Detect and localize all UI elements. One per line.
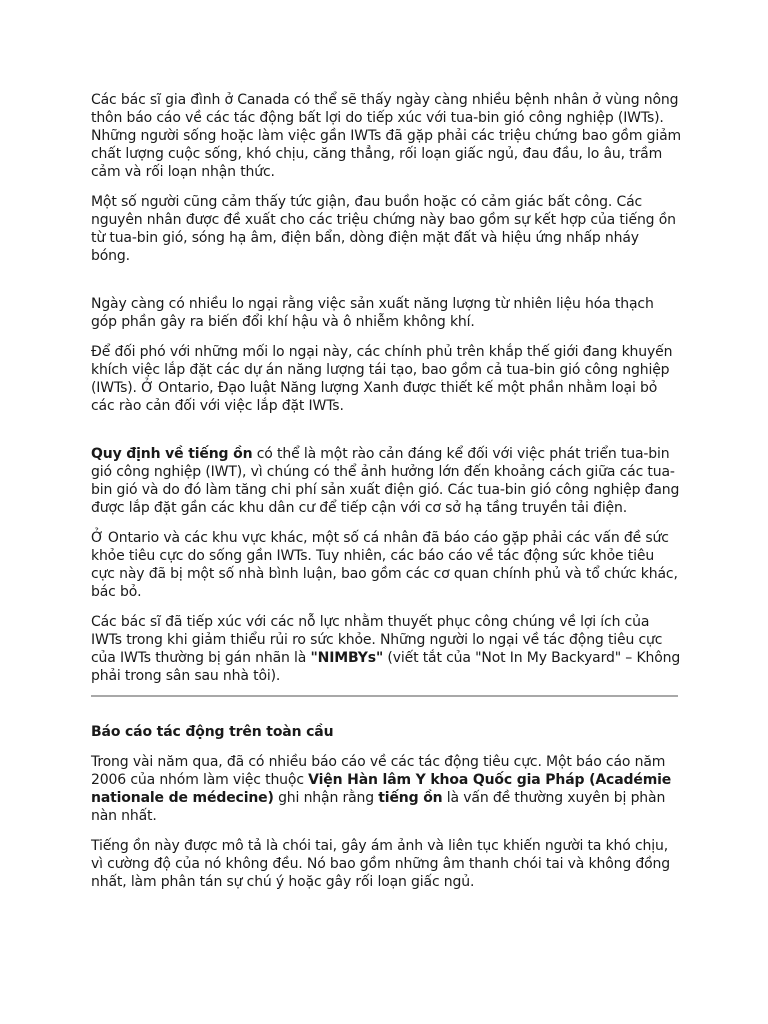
paragraph-french-academy — [91, 753, 681, 825]
nimbys-text-b: (viết tắt của "Not In My Backyard" – Không phải trong sân sau nhà tôi). — [91, 650, 681, 684]
paragraph-noise-regulation — [91, 445, 681, 517]
noise-term: tiếng ồn — [378, 790, 443, 806]
nimbys-text-a: Các bác sĩ đã tiếp xúc với các nỗ lực nhằm thuyết phục công chúng về lợi ích của IWTs trong khi giảm thiểu rủi ro sức khỏe. Những người lo ngại về tác động tiêu cực của IWTs thường bị gán nhãn là — [91, 614, 663, 666]
paragraph-symptoms-causes: Một số người cũng cảm thấy tức giận, đau buồn hoặc có cảm giác bất công. Các nguyên nhân được đề xuất cho các triệu chứng này bao gồm sự kết hợp của tiếng ồn từ tua-bin gió, sóng hạ âm, điện bẩn, dòng điện mặt đất và hiệu ứng nhấp nháy bóng. — [91, 194, 676, 264]
paragraph-rural-patients: Các bác sĩ gia đình ở Canada có thể sẽ thấy ngày càng nhiều bệnh nhân ở vùng nông thôn báo cáo về các tác động bất lợi do tiếp xúc với tua-bin gió công nghiệp (IWTs). Những người sống hoặc làm việc gần IWTs đã gặp phải các triệu chứng bao gồm giảm chất lượng cuộc sống, khó chịu, căng thẳng, rối loạn giấc ngủ, đau đầu, lo âu, trầm cảm và rối loạn nhận thức. — [91, 92, 681, 180]
noise-regulation-term: Quy định về tiếng ồn — [91, 446, 253, 462]
paragraph-government-response: Để đối phó với những mối lo ngại này, các chính phủ trên khắp thế giới đang khuyến khích việc lắp đặt các dự án năng lượng tái tạo, bao gồm cả tua-bin gió công nghiệp (IWTs). Ở Ontario, Đạo luật Năng lượng Xanh được thiết kế một phần nhằm loại bỏ các rào cản đối với việc lắp đặt IWTs. — [91, 344, 673, 414]
french-academy-name: Viện Hàn lâm Y khoa Quốc gia Pháp (Académie nationale de médecine) — [91, 772, 672, 806]
section-heading: Báo cáo tác động trên toàn cầu — [91, 724, 334, 740]
paragraph-nimbys — [91, 613, 681, 685]
section-divider — [91, 695, 678, 697]
french-academy-text-a: Trong vài năm qua, đã có nhiều báo cáo về các tác động tiêu cực. Một báo cáo năm 2006 của nhóm làm việc thuộc — [91, 754, 666, 788]
french-academy-text-b: ghi nhận rằng — [273, 790, 379, 806]
french-academy-text-c: là vấn đề thường xuyên bị phàn nàn nhất. — [91, 790, 666, 824]
paragraph-ontario-reports: Ở Ontario và các khu vực khác, một số cá nhân đã báo cáo gặp phải các vấn đề sức khỏe tiêu cực do sống gần IWTs. Tuy nhiên, các báo cáo về tác động sức khỏe tiêu cực này đã bị một số nhà bình luận, bao gồm các cơ quan chính phủ và tổ chức khác, bác bỏ. — [91, 530, 678, 600]
nimbys-term: "NIMBYs" — [310, 650, 384, 666]
paragraph-fossil-fuel: Ngày càng có nhiều lo ngại rằng việc sản xuất năng lượng từ nhiên liệu hóa thạch góp phần gây ra biến đổi khí hậu và ô nhiễm không khí. — [91, 296, 654, 330]
document-page — [91, 91, 681, 891]
noise-regulation-text: có thể là một rào cản đáng kể đối với việc phát triển tua-bin gió công nghiệp (IWT), vì chúng có thể ảnh hưởng lớn đến khoảng cách giữa các tua-bin gió và do đó làm tăng chi phí sản xuất điện gió. Các tua-bin gió công nghiệp đang được lắp đặt gần các khu dân cư để tiếp cận với cơ sở hạ tầng truyền tải điện. — [91, 446, 680, 516]
paragraph-noise-description: Tiếng ồn này được mô tả là chói tai, gây ám ảnh và liên tục khiến người ta khó chịu, vì cường độ của nó không đều. Nó bao gồm những âm thanh chói tai và không đồng nhất, làm phân tán sự chú ý hoặc gây rối loạn giấc ngủ. — [91, 838, 671, 890]
